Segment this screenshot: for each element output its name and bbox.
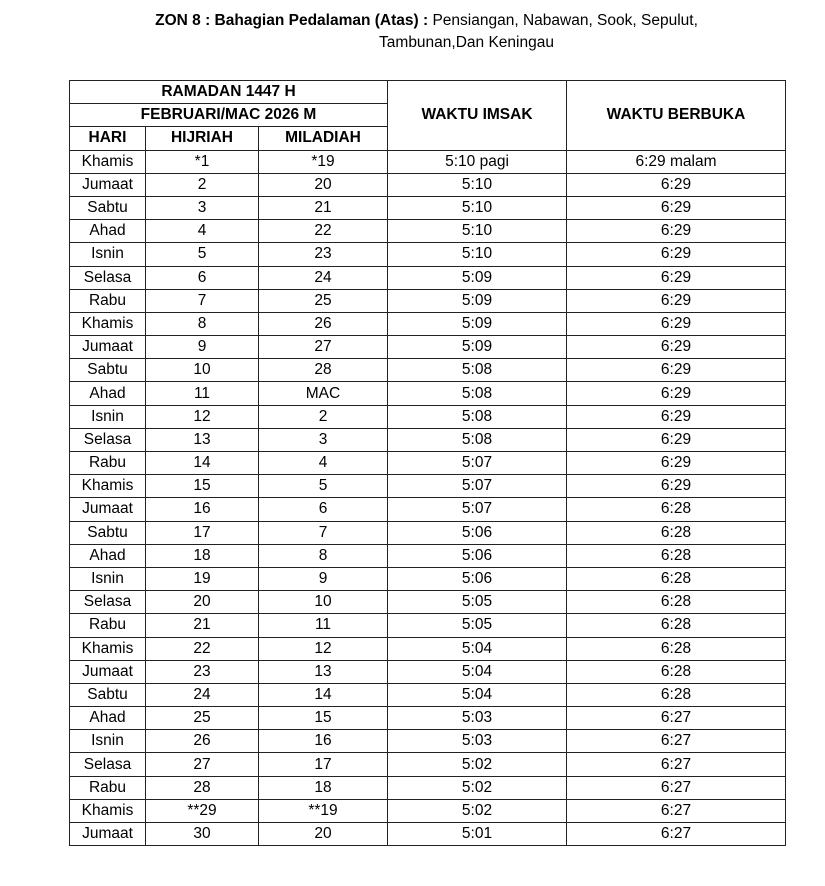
cell-hari: Sabtu: [70, 683, 146, 706]
cell-miladiah: 16: [259, 730, 388, 753]
cell-imsak: 5:06: [388, 567, 567, 590]
cell-hari: Selasa: [70, 591, 146, 614]
cell-hari: Khamis: [70, 799, 146, 822]
cell-miladiah: 12: [259, 637, 388, 660]
cell-imsak: 5:09: [388, 336, 567, 359]
cell-hari: Khamis: [70, 312, 146, 335]
cell-hijriah: 10: [146, 359, 259, 382]
cell-imsak: 5:01: [388, 823, 567, 846]
cell-imsak: 5:10: [388, 220, 567, 243]
cell-imsak: 5:04: [388, 637, 567, 660]
table-row: [70, 336, 786, 359]
cell-berbuka: 6:28: [567, 567, 786, 590]
page-title: [0, 10, 825, 54]
cell-berbuka: 6:29: [567, 173, 786, 196]
cell-hijriah: 6: [146, 266, 259, 289]
table-row: [70, 707, 786, 730]
table-row: [70, 150, 786, 173]
cell-miladiah: 27: [259, 336, 388, 359]
cell-berbuka: 6:28: [567, 637, 786, 660]
cell-berbuka: 6:28: [567, 591, 786, 614]
table-row: [70, 173, 786, 196]
cell-berbuka: 6:29: [567, 475, 786, 498]
table-row: [70, 567, 786, 590]
cell-miladiah: 17: [259, 753, 388, 776]
table-row: [70, 544, 786, 567]
cell-berbuka: 6:28: [567, 683, 786, 706]
cell-berbuka: 6:27: [567, 753, 786, 776]
table-row: [70, 521, 786, 544]
cell-hijriah: 26: [146, 730, 259, 753]
cell-hijriah: 7: [146, 289, 259, 312]
cell-hari: Ahad: [70, 220, 146, 243]
table-row: [70, 243, 786, 266]
cell-hijriah: 13: [146, 428, 259, 451]
cell-miladiah: 18: [259, 776, 388, 799]
cell-miladiah: 23: [259, 243, 388, 266]
cell-hijriah: 15: [146, 475, 259, 498]
table-row: [70, 289, 786, 312]
cell-miladiah: 11: [259, 614, 388, 637]
cell-hari: Rabu: [70, 289, 146, 312]
table-row: [70, 498, 786, 521]
cell-berbuka: 6:29: [567, 405, 786, 428]
cell-imsak: 5:07: [388, 498, 567, 521]
cell-miladiah: 6: [259, 498, 388, 521]
cell-hijriah: 11: [146, 382, 259, 405]
cell-berbuka: 6:29: [567, 359, 786, 382]
cell-imsak: 5:10: [388, 196, 567, 219]
cell-imsak: 5:04: [388, 660, 567, 683]
cell-hari: Selasa: [70, 753, 146, 776]
cell-imsak: 5:10: [388, 173, 567, 196]
table-row: [70, 591, 786, 614]
table-row: [70, 196, 786, 219]
cell-berbuka: 6:29: [567, 312, 786, 335]
cell-hari: Rabu: [70, 776, 146, 799]
cell-miladiah: 20: [259, 173, 388, 196]
table-row: [70, 359, 786, 382]
cell-hari: Khamis: [70, 637, 146, 660]
cell-berbuka: 6:28: [567, 544, 786, 567]
cell-miladiah: 3: [259, 428, 388, 451]
cell-berbuka: 6:27: [567, 730, 786, 753]
cell-berbuka: 6:27: [567, 799, 786, 822]
cell-miladiah: 22: [259, 220, 388, 243]
table-row: [70, 614, 786, 637]
cell-miladiah: 2: [259, 405, 388, 428]
cell-imsak: 5:02: [388, 776, 567, 799]
table-row: [70, 452, 786, 475]
table-row: [70, 312, 786, 335]
cell-miladiah: 14: [259, 683, 388, 706]
cell-berbuka: 6:29 malam: [567, 150, 786, 173]
table-row: [70, 753, 786, 776]
cell-imsak: 5:07: [388, 452, 567, 475]
schedule-table: [69, 80, 786, 846]
cell-hijriah: 30: [146, 823, 259, 846]
cell-berbuka: 6:28: [567, 660, 786, 683]
cell-hari: Jumaat: [70, 498, 146, 521]
table-row: [70, 382, 786, 405]
cell-berbuka: 6:29: [567, 289, 786, 312]
cell-hijriah: 24: [146, 683, 259, 706]
cell-imsak: 5:10: [388, 243, 567, 266]
title-line-2: Tambunan,Dan Keningau: [379, 34, 554, 51]
cell-berbuka: 6:29: [567, 196, 786, 219]
cell-hijriah: 4: [146, 220, 259, 243]
cell-hijriah: 8: [146, 312, 259, 335]
cell-imsak: 5:03: [388, 707, 567, 730]
cell-hari: Rabu: [70, 452, 146, 475]
cell-miladiah: 21: [259, 196, 388, 219]
cell-imsak: 5:03: [388, 730, 567, 753]
cell-hijriah: 20: [146, 591, 259, 614]
cell-hari: Ahad: [70, 382, 146, 405]
cell-imsak: 5:08: [388, 359, 567, 382]
cell-miladiah: 9: [259, 567, 388, 590]
table-row: [70, 405, 786, 428]
cell-hijriah: 28: [146, 776, 259, 799]
cell-berbuka: 6:28: [567, 614, 786, 637]
cell-hijriah: 23: [146, 660, 259, 683]
header-hijriah: HIJRIAH: [146, 127, 259, 150]
cell-berbuka: 6:29: [567, 336, 786, 359]
cell-hari: Sabtu: [70, 521, 146, 544]
table-row: [70, 220, 786, 243]
cell-imsak: 5:04: [388, 683, 567, 706]
cell-imsak: 5:09: [388, 266, 567, 289]
cell-imsak: 5:06: [388, 544, 567, 567]
header-berbuka: WAKTU BERBUKA: [567, 81, 786, 151]
zone-label: ZON 8 : Bahagian Pedalaman (Atas) :: [155, 12, 429, 29]
table-row: [70, 475, 786, 498]
cell-berbuka: 6:29: [567, 452, 786, 475]
cell-hari: Jumaat: [70, 660, 146, 683]
cell-imsak: 5:08: [388, 405, 567, 428]
cell-hari: Isnin: [70, 405, 146, 428]
cell-hari: Jumaat: [70, 173, 146, 196]
cell-imsak: 5:08: [388, 382, 567, 405]
header-hari: HARI: [70, 127, 146, 150]
cell-berbuka: 6:27: [567, 823, 786, 846]
cell-imsak: 5:09: [388, 312, 567, 335]
cell-miladiah: 15: [259, 707, 388, 730]
table-row: [70, 683, 786, 706]
cell-hari: Sabtu: [70, 196, 146, 219]
header-miladiah: MILADIAH: [259, 127, 388, 150]
cell-miladiah: 25: [259, 289, 388, 312]
header-month: FEBRUARI/MAC 2026 M: [70, 104, 388, 127]
cell-hijriah: **29: [146, 799, 259, 822]
table-row: [70, 266, 786, 289]
cell-berbuka: 6:29: [567, 220, 786, 243]
title-line-1: [0, 10, 825, 32]
cell-hari: Ahad: [70, 707, 146, 730]
cell-hijriah: *1: [146, 150, 259, 173]
header-imsak: WAKTU IMSAK: [388, 81, 567, 151]
cell-imsak: 5:07: [388, 475, 567, 498]
cell-miladiah: 7: [259, 521, 388, 544]
cell-berbuka: 6:27: [567, 707, 786, 730]
table-row: [70, 660, 786, 683]
cell-miladiah: *19: [259, 150, 388, 173]
cell-hijriah: 5: [146, 243, 259, 266]
table-row: [70, 730, 786, 753]
cell-hari: Jumaat: [70, 823, 146, 846]
cell-hari: Ahad: [70, 544, 146, 567]
cell-hari: Khamis: [70, 475, 146, 498]
table-row: [70, 799, 786, 822]
cell-imsak: 5:09: [388, 289, 567, 312]
cell-hari: Selasa: [70, 428, 146, 451]
cell-miladiah: 8: [259, 544, 388, 567]
cell-hari: Isnin: [70, 730, 146, 753]
cell-hijriah: 17: [146, 521, 259, 544]
cell-hijriah: 19: [146, 567, 259, 590]
cell-miladiah: 26: [259, 312, 388, 335]
cell-hijriah: 14: [146, 452, 259, 475]
cell-imsak: 5:05: [388, 591, 567, 614]
cell-hari: Sabtu: [70, 359, 146, 382]
cell-hari: Rabu: [70, 614, 146, 637]
cell-imsak: 5:05: [388, 614, 567, 637]
cell-hijriah: 12: [146, 405, 259, 428]
cell-berbuka: 6:28: [567, 498, 786, 521]
cell-berbuka: 6:29: [567, 382, 786, 405]
cell-berbuka: 6:28: [567, 521, 786, 544]
cell-hari: Khamis: [70, 150, 146, 173]
cell-imsak: 5:02: [388, 799, 567, 822]
cell-hijriah: 22: [146, 637, 259, 660]
cell-miladiah: 20: [259, 823, 388, 846]
cell-miladiah: 13: [259, 660, 388, 683]
cell-hijriah: 18: [146, 544, 259, 567]
cell-imsak: 5:10 pagi: [388, 150, 567, 173]
cell-imsak: 5:08: [388, 428, 567, 451]
table-row: [70, 428, 786, 451]
cell-miladiah: MAC: [259, 382, 388, 405]
cell-hijriah: 27: [146, 753, 259, 776]
cell-hijriah: 25: [146, 707, 259, 730]
cell-hijriah: 2: [146, 173, 259, 196]
cell-berbuka: 6:29: [567, 428, 786, 451]
cell-hari: Isnin: [70, 243, 146, 266]
table-row: [70, 823, 786, 846]
cell-hijriah: 21: [146, 614, 259, 637]
cell-imsak: 5:06: [388, 521, 567, 544]
table-row: [70, 776, 786, 799]
cell-hari: Jumaat: [70, 336, 146, 359]
cell-hijriah: 3: [146, 196, 259, 219]
cell-berbuka: 6:27: [567, 776, 786, 799]
zone-areas: Pensiangan, Nabawan, Sook, Sepulut,: [428, 12, 698, 29]
cell-miladiah: 28: [259, 359, 388, 382]
cell-hijriah: 9: [146, 336, 259, 359]
cell-miladiah: 10: [259, 591, 388, 614]
cell-miladiah: 24: [259, 266, 388, 289]
cell-miladiah: 4: [259, 452, 388, 475]
cell-miladiah: 5: [259, 475, 388, 498]
header-ramadan: RAMADAN 1447 H: [70, 81, 388, 104]
cell-hari: Selasa: [70, 266, 146, 289]
cell-imsak: 5:02: [388, 753, 567, 776]
table-row: [70, 637, 786, 660]
table-body: [70, 150, 786, 846]
cell-hijriah: 16: [146, 498, 259, 521]
cell-berbuka: 6:29: [567, 243, 786, 266]
cell-hari: Isnin: [70, 567, 146, 590]
cell-miladiah: **19: [259, 799, 388, 822]
cell-berbuka: 6:29: [567, 266, 786, 289]
